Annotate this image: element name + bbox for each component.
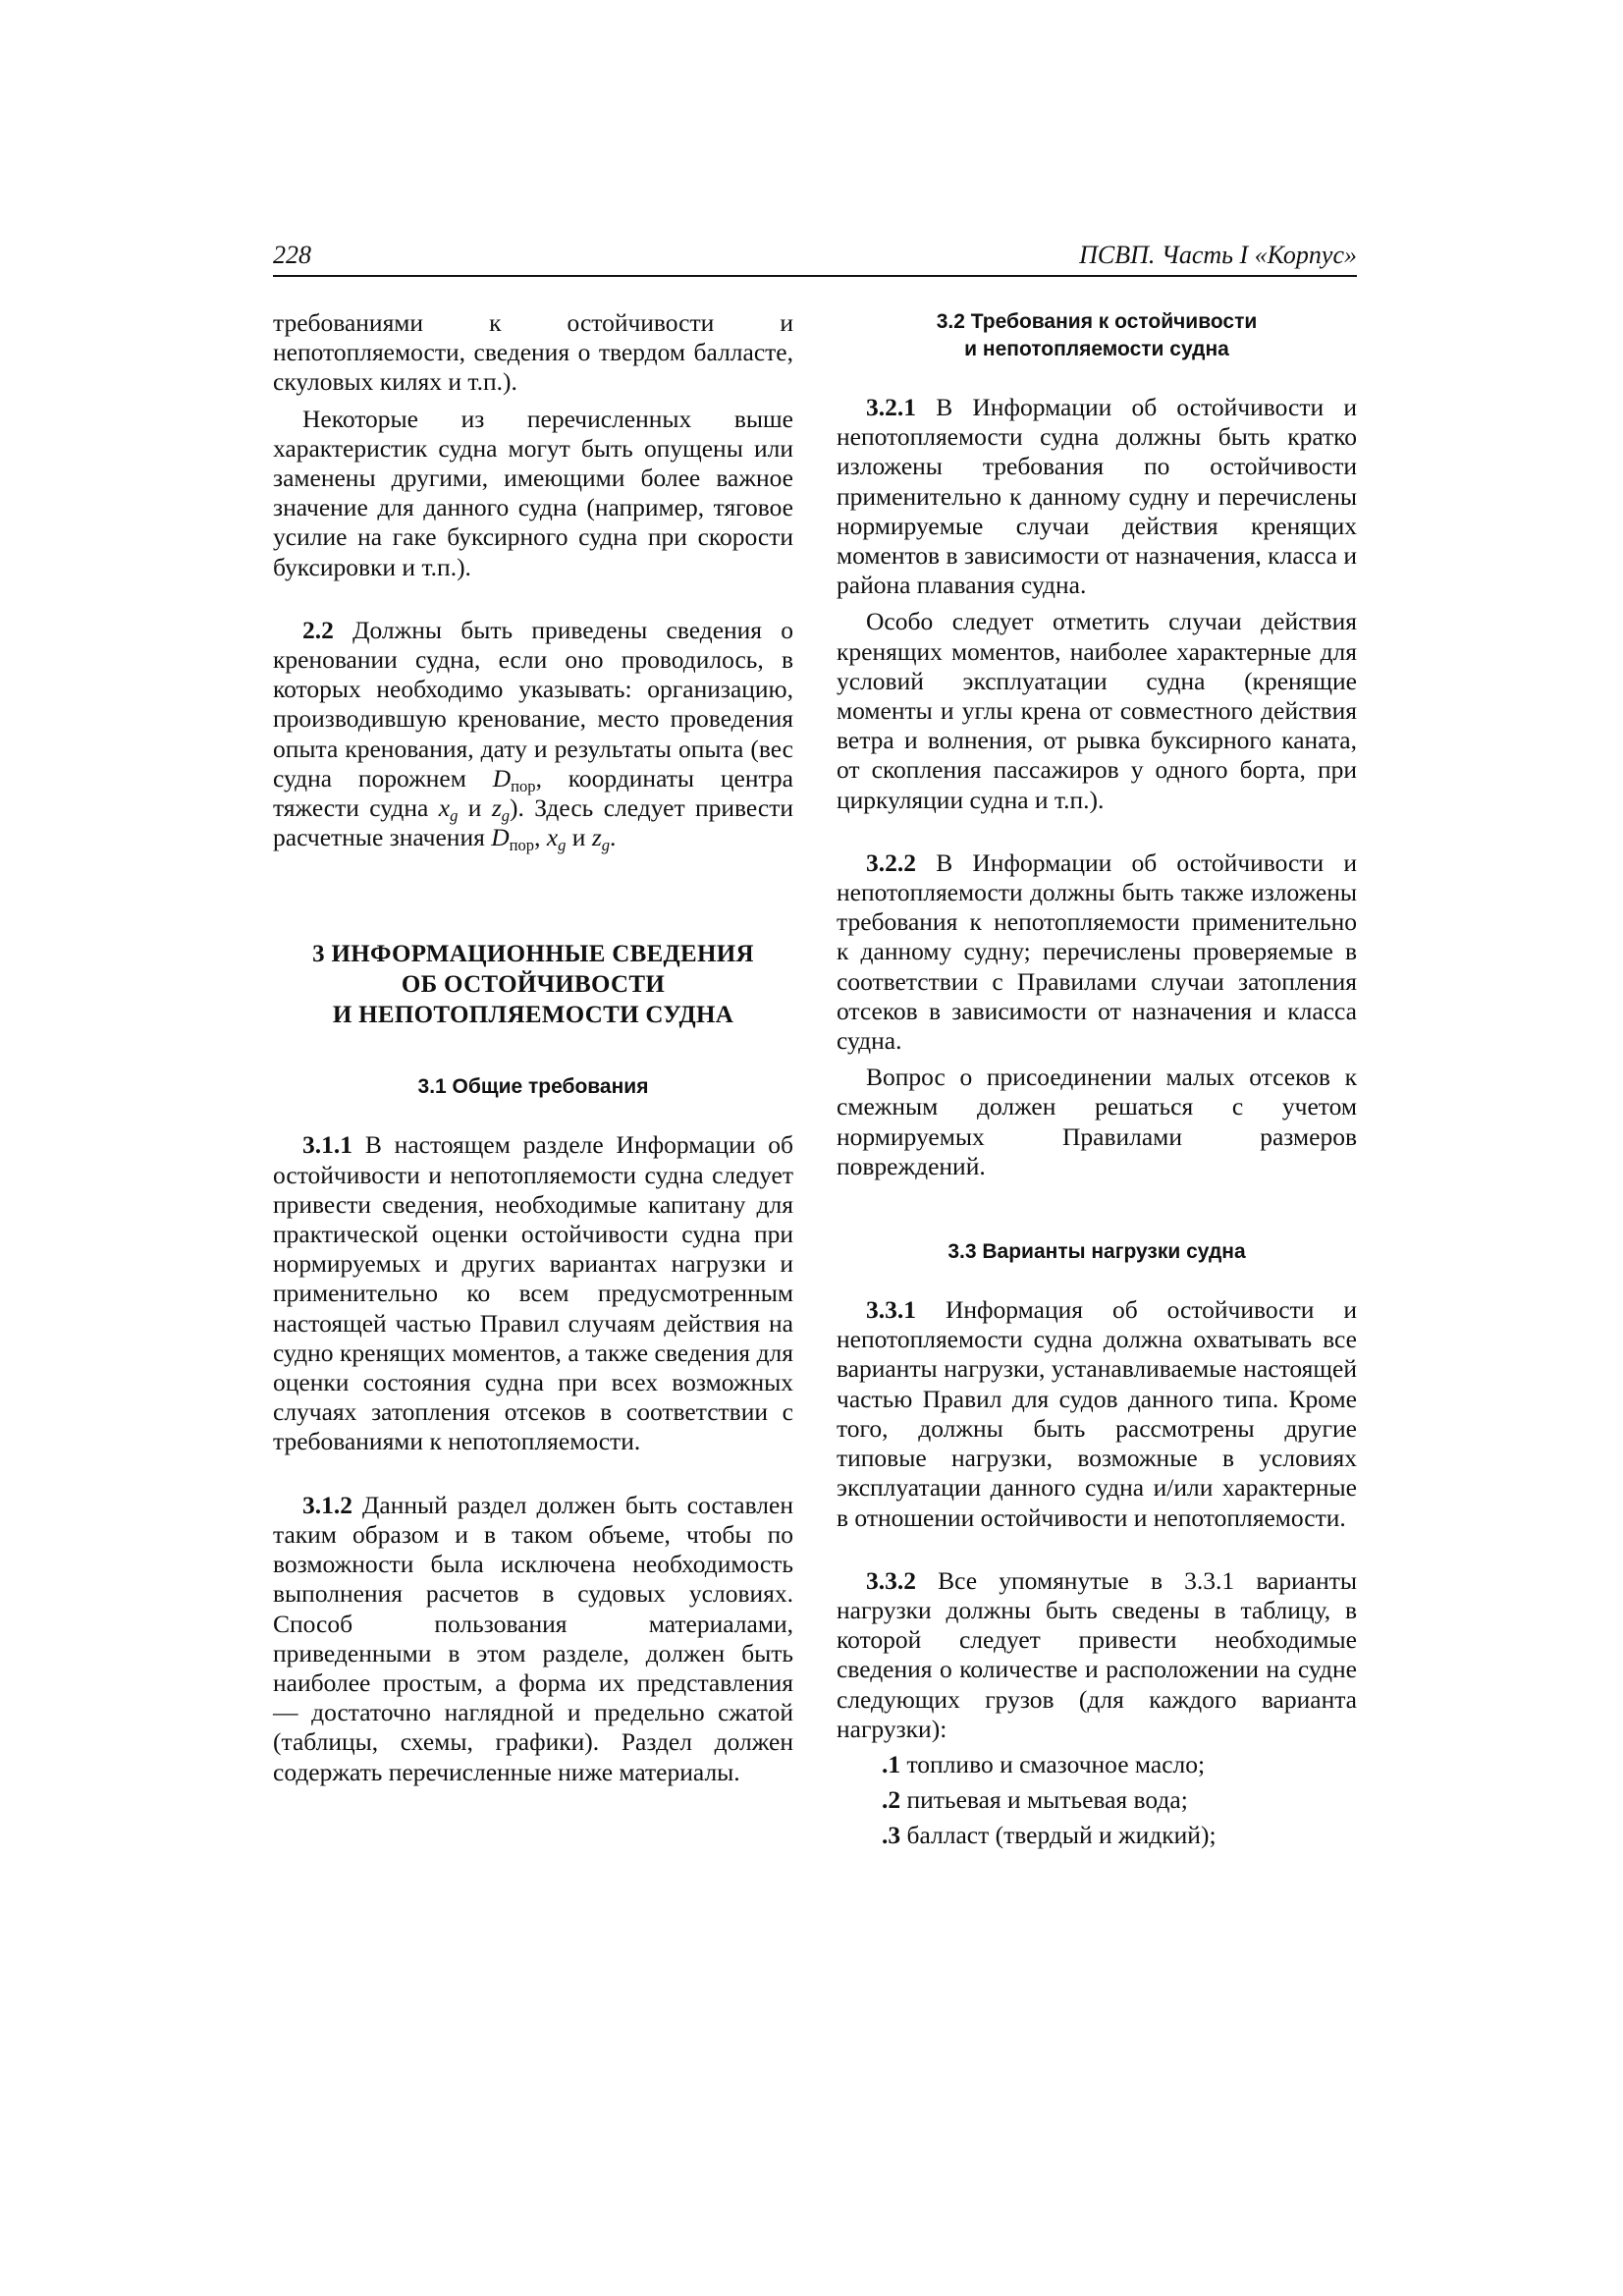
text-run: и — [566, 823, 592, 852]
clause-number: 3.2.1 — [866, 393, 916, 421]
list-item — [837, 1785, 1357, 1815]
section-title-line: 3 ИНФОРМАЦИОННЫЕ СВЕДЕНИЯ — [312, 941, 754, 968]
sub-g: g — [450, 806, 459, 826]
subsection-title-3-2 — [837, 308, 1357, 363]
paragraph-heeling-cases: Особо следует отметить случаи действия кренящих моментов, наиболее характерные для условий эксплуатации судна (кренящие моменты и углы крена от совместного действия ветра и волнения, от рывка буксирного каната, от скопления пассажиров у одного борта, при циркуляции судна и т.п.). — [837, 607, 1357, 814]
left-column — [273, 308, 793, 1787]
var-D: D — [492, 763, 512, 793]
text-run: и — [458, 793, 492, 823]
var-x: x — [546, 823, 559, 852]
sub-g: g — [501, 806, 511, 826]
clause-number: 3.3.2 — [866, 1565, 916, 1595]
subsection-title-3-1 — [273, 1073, 793, 1101]
paragraph-characteristics: Некоторые из перечисленных выше характеристик судна могут быть опущены или заменены другими, имеющими более важное значение для данного судна (например, тяговое усилие на гаке буксирного судна при скорости буксировки и т.п.). — [273, 404, 793, 581]
paragraph-3-3-2 — [837, 1566, 1357, 1744]
text-run: Информация об остойчивости и непотопляемости судна должна охватывать все варианты нагрузки, устанавливаемые настоящей частью Правил для судов данного типа. Кроме того, должны быть рассмотрены другие типовые нагрузки, возможные в условиях эксплуатации данного судна и/или характерные в отношении остойчивости и непотопляемости. — [837, 1295, 1357, 1532]
var-D: D — [491, 823, 510, 852]
var-x: x — [438, 793, 451, 823]
list-number: .1 — [882, 1749, 901, 1778]
text-run: , координаты центра тяжести судна — [273, 763, 793, 823]
text-run: , — [534, 823, 547, 852]
paragraph-3-2-1 — [837, 393, 1357, 600]
clause-number: 3.1.1 — [302, 1130, 352, 1160]
paragraph-3-1-2 — [273, 1491, 793, 1787]
list-item — [837, 1821, 1357, 1850]
right-column — [837, 308, 1357, 1851]
list-number: .2 — [882, 1785, 901, 1815]
paragraph-2-2 — [273, 616, 793, 853]
list-text: питьевая и мытьевая вода; — [900, 1785, 1188, 1815]
subsection-title-line: и непотопляемости судна — [964, 338, 1229, 360]
clause-number: 2.2 — [302, 615, 334, 644]
paragraph-continued: требованиями к остойчивости и непотопляемости, сведения о твердом балласте, скуловых килях и т.п.). — [273, 308, 793, 397]
section-title-3 — [273, 939, 793, 1030]
clause-number: 3.1.2 — [302, 1490, 352, 1519]
text-run: В Информации об остойчивости и непотопляемости судна должны быть кратко изложены требования по остойчивости применительно к данному судну и перечислены нормируемые случаи действия кренящих моментов в зависимости от назначения, класса и района плавания судна. — [837, 393, 1357, 600]
var-z: z — [591, 823, 602, 852]
list-text: балласт (твердый и жидкий); — [900, 1821, 1217, 1850]
subsection-title-line: 3.3 Варианты нагрузки судна — [947, 1240, 1246, 1264]
running-title: ПСВП. Часть I «Корпус» — [1079, 241, 1357, 269]
subsection-title-3-3 — [837, 1238, 1357, 1266]
list-number: .3 — [882, 1821, 901, 1850]
text-run: ). Здесь следует привести расчетные значения — [273, 793, 793, 852]
text-run: Данный раздел должен быть составлен таким образом и в таком объеме, чтобы по возможности была исключена необходимость выполнения расчетов в судовых условиях. Способ пользования материалами, приведенными в этом разделе, должен быть наиболее простым, а форма их представления — достаточно наглядной и предельно сжатой (таблицы, схемы, графики). Раздел должен содержать перечисленные ниже материалы. — [273, 1490, 793, 1786]
section-title-line: ОБ ОСТОЙЧИВОСТИ — [401, 971, 666, 999]
sub-g: g — [601, 836, 611, 855]
section-title-line: И НЕПОТОПЛЯЕМОСТИ СУДНА — [332, 1002, 734, 1029]
list-text: топливо и смазочное масло; — [900, 1749, 1206, 1778]
text-run: В Информации об остойчивости и непотопляемости должны быть также изложены требования к непотопляемости применительно к данному судну; перечислены проверяемые в соответствии с Правилами случаи затопления отсеков в зависимости от назначения и класса судна. — [837, 847, 1357, 1056]
text-run: . — [610, 823, 617, 852]
text-run: В настоящем разделе Информации об остойчивости и непотопляемости судна следует привести сведения, необходимые капитану для практической оценки остойчивости судна при нормируемых и других вариантах нагрузки и применительно ко всем предусмотренным настоящей частью Правил случаям действия на судно кренящих моментов, а также сведения для оценки состояния судна при всех возможных случаях затопления отсеков в соответствии с требованиями к непотопляемости. — [273, 1130, 793, 1456]
clause-number: 3.2.2 — [866, 847, 916, 877]
running-header — [273, 236, 1357, 277]
sub-por: пор — [509, 836, 535, 855]
clause-number: 3.3.1 — [866, 1295, 916, 1325]
paragraph-3-3-1 — [837, 1295, 1357, 1533]
sub-por: пор — [511, 776, 536, 795]
text-run: Должны быть приведены сведения о креновании судна, если оно проводилось, в которых необходимо указывать: организацию, производившую кренование, место проведения опыта кренования, дату и результаты опыта (вес судна порожнем — [273, 615, 793, 793]
paragraph-3-2-2 — [837, 848, 1357, 1056]
subsection-title-line: 3.1 Общие требования — [417, 1075, 649, 1099]
subsection-title-line: 3.2 Требования к остойчивости — [936, 310, 1258, 333]
text-run: Все упомянутые в 3.3.1 варианты нагрузки должны быть сведены в таблицу, в которой следует привести необходимые сведения о количестве и расположении на судне следующих грузов (для каждого варианта нагрузки): — [837, 1565, 1357, 1743]
page-number: 228 — [273, 241, 311, 269]
list-item — [837, 1750, 1357, 1779]
var-z: z — [491, 793, 502, 823]
paragraph-small-compartments: Вопрос о присоединении малых отсеков к смежным должен решаться с учетом нормируемых Правилами размеров повреждений. — [837, 1063, 1357, 1180]
sub-g: g — [558, 836, 567, 855]
paragraph-3-1-1 — [273, 1130, 793, 1456]
